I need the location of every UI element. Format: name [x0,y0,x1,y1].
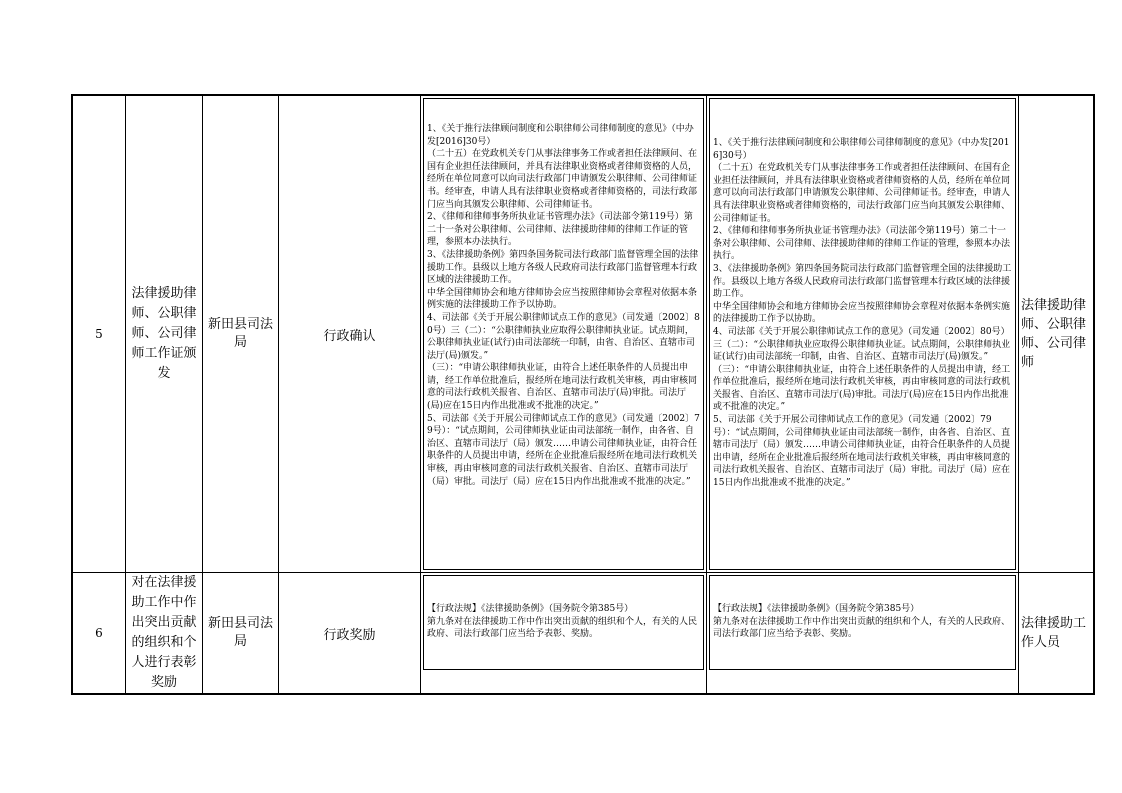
basis-cell-2 [707,96,1019,573]
row-number: 6 [73,573,126,694]
department: 新田县司法局 [203,96,279,573]
legal-basis-text-2: 【行政法规】《法律援助条例》（国务院令第385号） 第九条对在法律援助工作中作出突出贡献的组织和个人，有关的人民政府、司法行政部门应当给予表彰、奖励。 [709,575,1016,670]
legal-basis-text: 【行政法规】《法律援助条例》（国务院令第385号） 第九条对在法律援助工作中作出突出贡献的组织和个人，有关的人民政府、司法行政部门应当给予表彰、奖励。 [423,575,704,670]
row-number: 5 [73,96,126,573]
power-type: 行政奖励 [279,573,421,694]
department: 新田县司法局 [203,573,279,694]
subject: 法律援助律师、公职律师、公司律师 [1019,96,1094,573]
basis-cell [421,573,707,694]
subject: 法律援助工作人员 [1019,573,1094,694]
power-type: 行政确认 [279,96,421,573]
legal-basis-text: 1、《关于推行法律顾问制度和公职律师公司律师制度的意见》（中办发[2016]30号） （二十五）在党政机关专门从事法律事务工作或者担任法律顾问、在国有企业担任法律顾问，并具有法律职业资格或者律师资格的人员，经所在单位同意可以向司法行政部门申请颁发公职律师、公司律师证书。经审查，申请人具有法律职业资格或者律师资格的，司法行政部门应当向其颁发公职律师、公司律师证书。 2、《律师和律师事务所执业证书管理办法》（司法部令第119号）第二十一条对公职律师、公司律师、法律援助律师的律师工作证的管理，参照本办法执行。 3、《法律援助条例》第四条国务院司法行政部门监督管理全国的法律援助工作。县级以上地方各级人民政府司法行政部门监督管理本行政区域的法律援助工作。 中华全国律师协会和地方律师协会应当按照律师协会章程对依据本条例实施的法律援助工作予以协助。 4、司法部《关于开展公职律师试点工作的意见》（司发通〔2002〕80号）三（二）：“公职律师执业应取得公职律师执业证。试点期间，公职律师执业证(试行)由司法部统一印制，由省、自治区、直辖市司法厅(局)颁发。” （三）：“申请公职律师执业证，由符合上述任职条件的人员提出申请，经工作单位批准后，报经所在地司法行政机关审核，再由审核同意的司法行政机关报省、自治区、直辖市司法厅(局)审批。司法厅(局)应在15日内作出批准或不批准的决定。” 5、司法部《关于开展公司律师试点工作的意见》（司发通〔2002〕79号）：“试点期间，公司律师执业证由司法部统一制作，由各省、自治区、直辖市司法厅（局）颁发……申请公司律师执业证，由符合任职条件的人员提出申请，经所在企业批准后报经所在地司法行政机关审核，再由审核同意的司法行政机关报省、自治区、直辖市司法厅（局）审批。司法厅（局）应在15日内作出批准或不批准的决定。” [423,98,704,570]
table-row [73,573,1094,694]
table-row [73,96,1094,573]
legal-basis-text-2: 1、《关于推行法律顾问制度和公职律师公司律师制度的意见》（中办发[2016]30号） （二十五）在党政机关专门从事法律事务工作或者担任法律顾问、在国有企业担任法律顾问，并具有法律职业资格或者律师资格的人员，经所在单位同意可以向司法行政部门申请颁发公职律师、公司律师证书。经审查，申请人具有法律职业资格或者律师资格的，司法行政部门应当向其颁发公职律师、公司律师证书。 2、《律师和律师事务所执业证书管理办法》（司法部令第119号）第二十一条对公职律师、公司律师、法律援助律师的律师工作证的管理，参照本办法执行。 3、《法律援助条例》第四条国务院司法行政部门监督管理全国的法律援助工作。县级以上地方各级人民政府司法行政部门监督管理本行政区域的法律援助工作。 中华全国律师协会和地方律师协会应当按照律师协会章程对依据本条例实施的法律援助工作予以协助。 4、司法部《关于开展公职律师试点工作的意见》（司发通〔2002〕80号）三（二）：“公职律师执业应取得公职律师执业证。试点期间，公职律师执业证(试行)由司法部统一印制，由省、自治区、直辖市司法厅(局)颁发。” （三）：“申请公职律师执业证，由符合上述任职条件的人员提出申请，经工作单位批准后，报经所在地司法行政机关审核，再由审核同意的司法行政机关报省、自治区、直辖市司法厅(局)审批。司法厅(局)应在15日内作出批准或不批准的决定。” 5、司法部《关于开展公司律师试点工作的意见》（司发通〔2002〕79号）：“试点期间，公司律师执业证由司法部统一制作，由各省、自治区、直辖市司法厅（局）颁发……申请公司律师执业证，由符合任职条件的人员提出申请，经所在企业批准后报经所在地司法行政机关审核，再由审核同意的司法行政机关报省、自治区、直辖市司法厅（局）审批。司法厅（局）应在15日内作出批准或不批准的决定。” [709,98,1016,570]
basis-cell-2 [707,573,1019,694]
item-name: 法律援助律师、公职律师、公司律师工作证颁发 [126,96,203,573]
item-name: 对在法律援助工作中作出突出贡献的组织和个人进行表彰奖励 [126,573,203,694]
basis-cell [421,96,707,573]
power-list-table [72,95,1094,694]
